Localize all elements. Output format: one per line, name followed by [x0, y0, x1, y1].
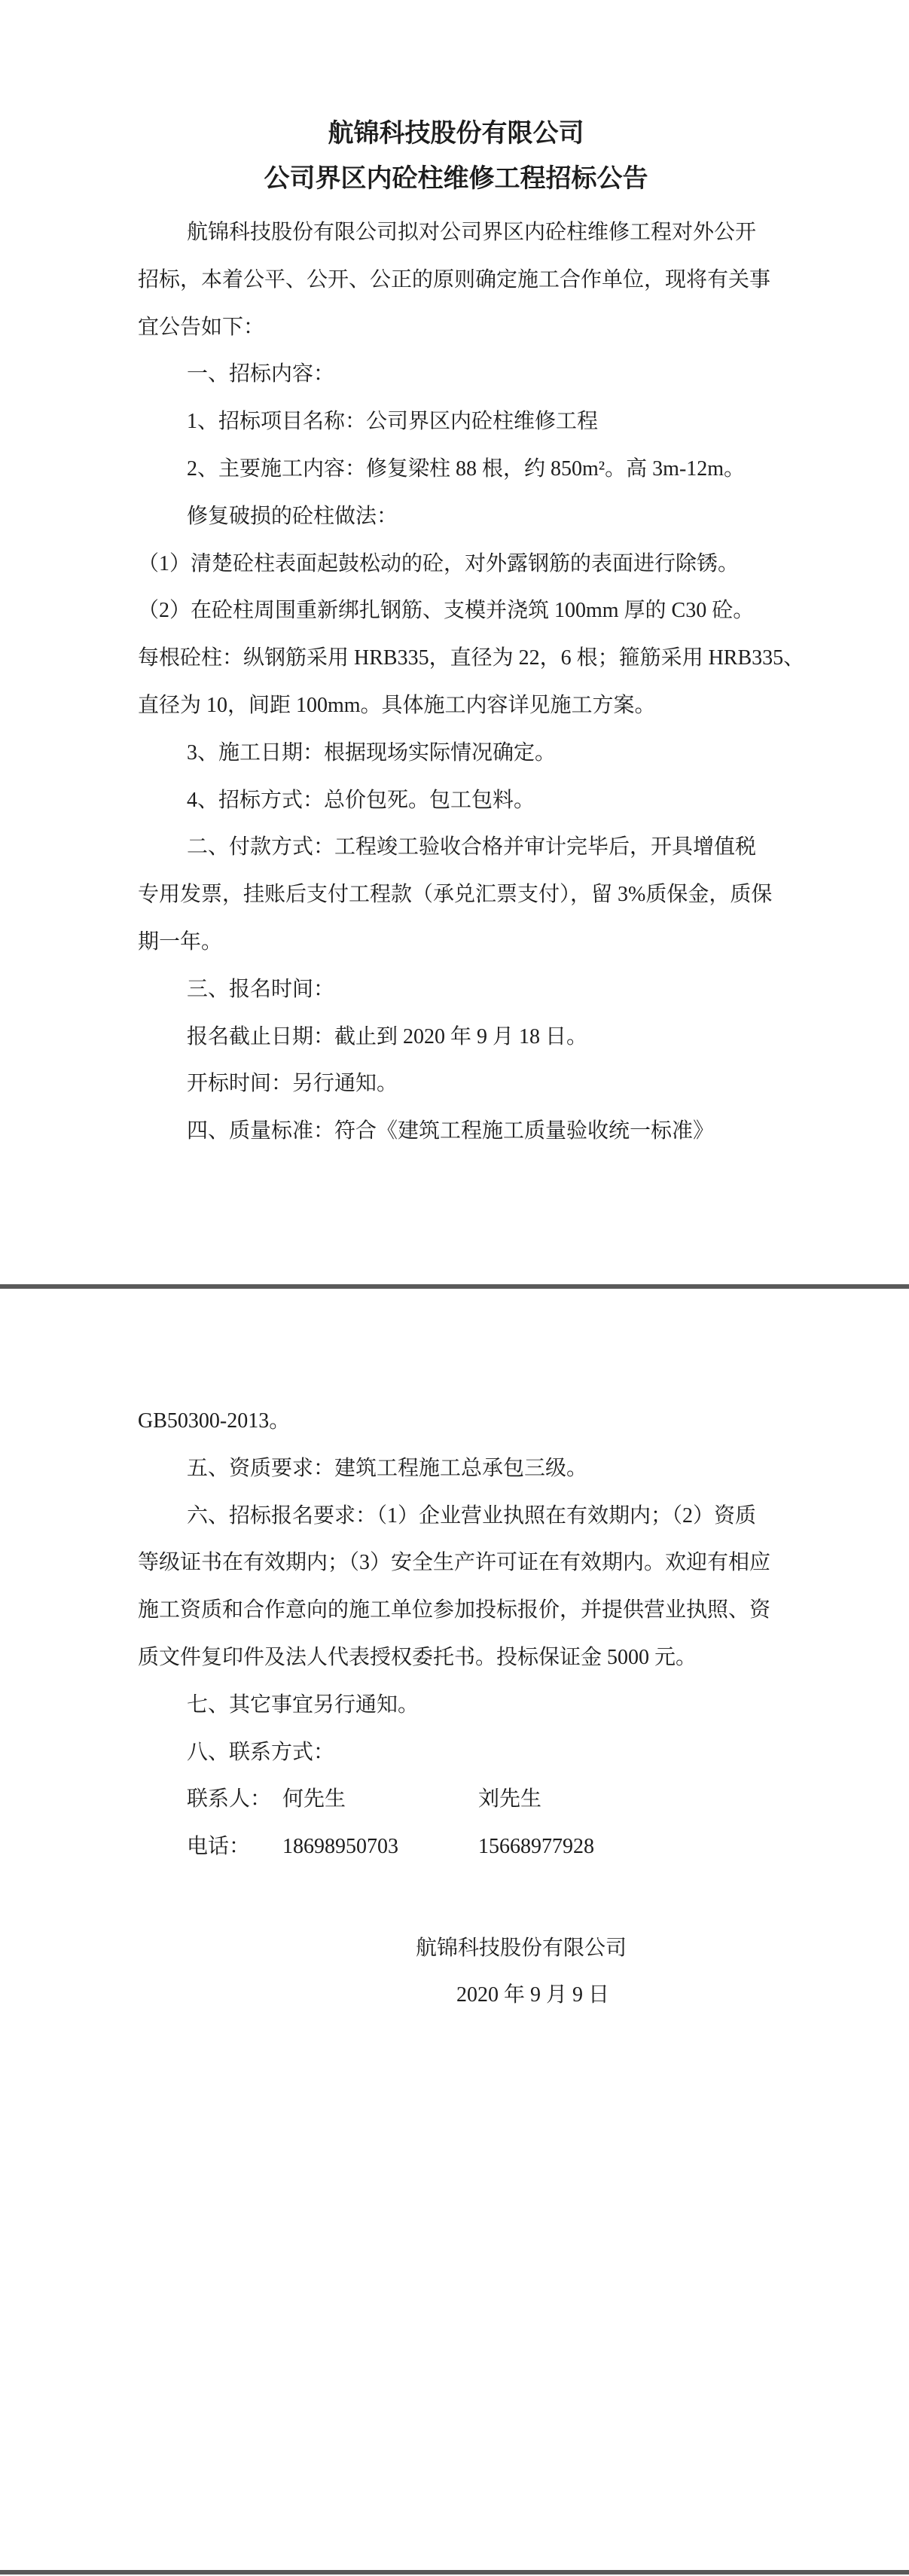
phone-label: 电话： — [187, 1835, 251, 1859]
company-title: 航锦科技股份有限公司 — [328, 120, 584, 148]
doc-line: 直径为 10，间距 100mm。具体施工内容详见施工方案。 — [138, 693, 656, 717]
doc-line: （1）清楚砼柱表面起鼓松动的砼，对外露钢筋的表面进行除锈。 — [138, 551, 740, 575]
doc-line: 每根砼柱：纵钢筋采用 HRB335，直径为 22，6 根；箍筋采用 HRB335、 — [138, 646, 805, 670]
contact-phone-row — [138, 1824, 816, 1871]
doc-line: 修复破损的砼柱做法： — [187, 504, 398, 528]
doc-line: 等级证书在有效期内；（3）安全生产许可证在有效期内。欢迎有相应 — [138, 1551, 771, 1575]
doc-line: 招标，本着公平、公开、公正的原则确定施工合作单位，现将有关事 — [138, 267, 771, 291]
doc-line: 施工资质和合作意向的施工单位参加投标报价，并提供营业执照、资 — [138, 1598, 771, 1622]
doc-line: 七、其它事宜另行通知。 — [187, 1692, 419, 1717]
doc-line: 二、付款方式：工程竣工验收合格并审计完毕后，开具增值税 — [187, 835, 757, 859]
contact-person-2: 刘先生 — [478, 1787, 542, 1811]
doc-line: 一、招标内容： — [187, 362, 335, 386]
doc-line: 专用发票，挂账后支付工程款（承兑汇票支付），留 3%质保金，质保 — [138, 883, 773, 907]
doc-line: GB50300-2013。 — [138, 1409, 291, 1433]
doc-line: 2、主要施工内容：修复梁柱 88 根，约 850m²。高 3m-12m。 — [187, 456, 746, 481]
doc-line: 六、招标报名要求：（1）企业营业执照在有效期内；（2）资质 — [187, 1503, 757, 1528]
contact-label: 联系人： — [187, 1787, 272, 1811]
page-break-divider — [0, 1284, 909, 1289]
contact-phone-1: 18698950703 — [282, 1835, 398, 1859]
doc-line: 三、报名时间： — [187, 977, 335, 1001]
doc-line: （2）在砼柱周围重新绑扎钢筋、支模并浇筑 100mm 厚的 C30 砼。 — [138, 599, 755, 623]
signature-date: 2020 年 9 月 9 日 — [456, 1983, 610, 2007]
doc-line: 五、资质要求：建筑工程施工总承包三级。 — [187, 1456, 588, 1480]
contact-phone-2: 15668977928 — [478, 1835, 594, 1859]
bottom-page-divider — [0, 2570, 909, 2574]
doc-line: 3、施工日期：根据现场实际情况确定。 — [187, 740, 557, 765]
doc-line: 1、招标项目名称：公司界区内砼柱维修工程 — [187, 410, 599, 434]
doc-line: 八、联系方式： — [187, 1740, 335, 1764]
doc-line: 宜公告如下： — [138, 315, 265, 339]
page1-body — [138, 209, 816, 1155]
page2-lines — [138, 1398, 816, 1776]
doc-line: 报名截止日期：截止到 2020 年 9 月 18 日。 — [187, 1024, 588, 1048]
doc-line: 航锦科技股份有限公司拟对公司界区内砼柱维修工程对外公开 — [187, 221, 757, 244]
page2-body — [138, 1398, 816, 1871]
contact-person-1: 何先生 — [282, 1787, 346, 1811]
doc-line: 期一年。 — [138, 929, 223, 954]
announcement-title: 公司界区内砼柱维修工程招标公告 — [264, 165, 648, 193]
doc-line: 四、质量标准：符合《建筑工程施工质量验收统一标准》 — [187, 1119, 715, 1143]
signature-company: 航锦科技股份有限公司 — [416, 1937, 627, 1960]
doc-line: 质文件复印件及法人代表授权委托书。投标保证金 5000 元。 — [138, 1645, 697, 1669]
doc-line: 开标时间：另行通知。 — [187, 1072, 398, 1096]
doc-line: 4、招标方式：总价包死。包工包料。 — [187, 788, 535, 812]
contact-person-row — [138, 1776, 816, 1824]
